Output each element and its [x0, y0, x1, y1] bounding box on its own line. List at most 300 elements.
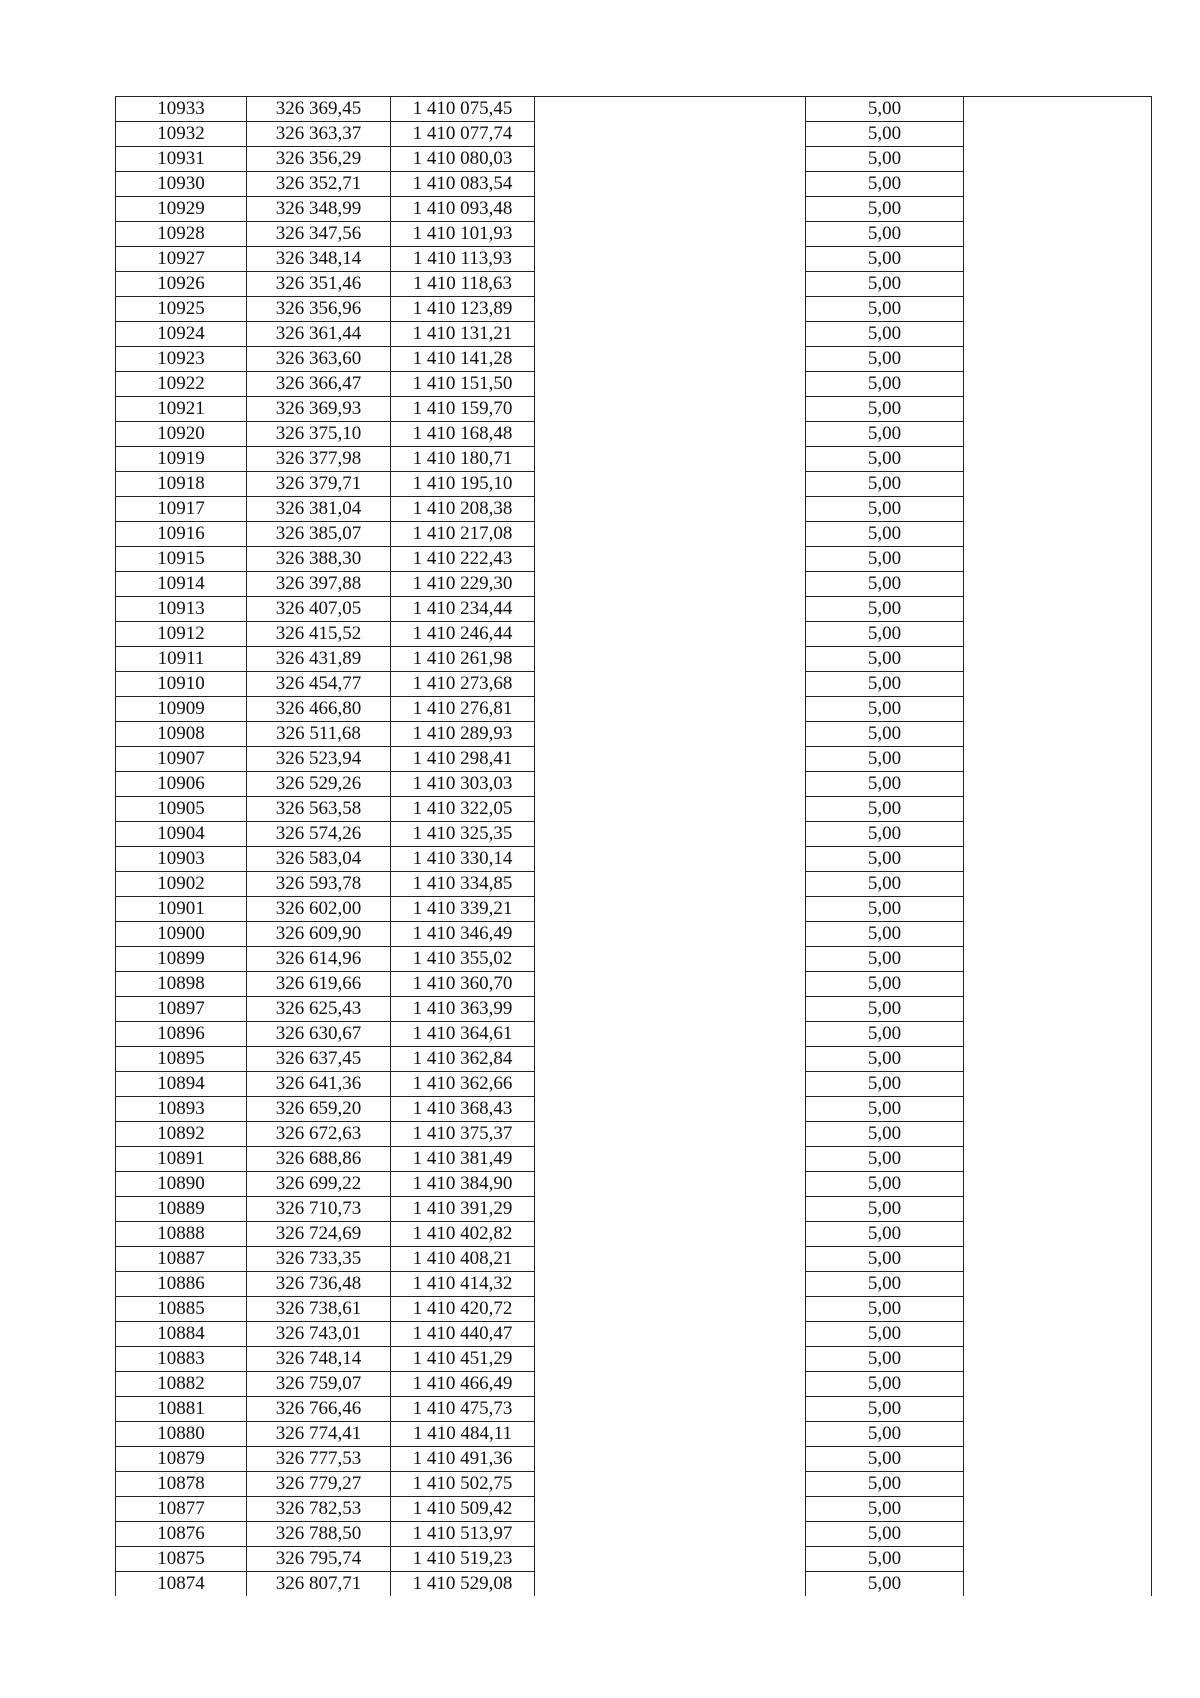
table-row: [116, 172, 1152, 197]
y-coordinate-cell: 1 410 083,54: [391, 172, 535, 197]
point-number-cell: 10883: [116, 1347, 247, 1372]
blank-cell: [535, 547, 806, 572]
x-coordinate-cell: 326 388,30: [247, 547, 391, 572]
y-coordinate-cell: 1 410 339,21: [391, 897, 535, 922]
point-number-cell: 10907: [116, 747, 247, 772]
blank-cell: [535, 97, 806, 122]
y-coordinate-cell: 1 410 276,81: [391, 697, 535, 722]
x-coordinate-cell: 326 363,37: [247, 122, 391, 147]
value-cell: 5,00: [806, 722, 964, 747]
blank-cell: [964, 622, 1152, 647]
blank-cell: [535, 1172, 806, 1197]
point-number-cell: 10898: [116, 972, 247, 997]
x-coordinate-cell: 326 688,86: [247, 1147, 391, 1172]
blank-cell: [535, 397, 806, 422]
x-coordinate-cell: 326 609,90: [247, 922, 391, 947]
table-row: [116, 647, 1152, 672]
x-coordinate-cell: 326 777,53: [247, 1447, 391, 1472]
y-coordinate-cell: 1 410 151,50: [391, 372, 535, 397]
blank-cell: [964, 247, 1152, 272]
blank-cell: [535, 1197, 806, 1222]
blank-cell: [964, 772, 1152, 797]
y-coordinate-cell: 1 410 222,43: [391, 547, 535, 572]
value-cell: 5,00: [806, 497, 964, 522]
blank-cell: [535, 1047, 806, 1072]
point-number-cell: 10925: [116, 297, 247, 322]
point-number-cell: 10911: [116, 647, 247, 672]
blank-cell: [964, 822, 1152, 847]
point-number-cell: 10912: [116, 622, 247, 647]
x-coordinate-cell: 326 774,41: [247, 1422, 391, 1447]
y-coordinate-cell: 1 410 384,90: [391, 1172, 535, 1197]
x-coordinate-cell: 326 529,26: [247, 772, 391, 797]
blank-cell: [964, 797, 1152, 822]
point-number-cell: 10926: [116, 272, 247, 297]
value-cell: 5,00: [806, 1122, 964, 1147]
blank-cell: [535, 447, 806, 472]
y-coordinate-cell: 1 410 131,21: [391, 322, 535, 347]
blank-cell: [535, 897, 806, 922]
table-row: [116, 797, 1152, 822]
value-cell: 5,00: [806, 947, 964, 972]
x-coordinate-cell: 326 385,07: [247, 522, 391, 547]
y-coordinate-cell: 1 410 420,72: [391, 1297, 535, 1322]
blank-cell: [535, 422, 806, 447]
table-row: [116, 672, 1152, 697]
point-number-cell: 10933: [116, 97, 247, 122]
point-number-cell: 10922: [116, 372, 247, 397]
x-coordinate-cell: 326 766,46: [247, 1397, 391, 1422]
table-row: [116, 547, 1152, 572]
table-row: [116, 497, 1152, 522]
x-coordinate-cell: 326 619,66: [247, 972, 391, 997]
point-number-cell: 10881: [116, 1397, 247, 1422]
y-coordinate-cell: 1 410 080,03: [391, 147, 535, 172]
blank-cell: [964, 647, 1152, 672]
blank-cell: [535, 1372, 806, 1397]
x-coordinate-cell: 326 795,74: [247, 1547, 391, 1572]
table-row: [116, 1047, 1152, 1072]
table-row: [116, 1197, 1152, 1222]
value-cell: 5,00: [806, 1572, 964, 1597]
blank-cell: [535, 972, 806, 997]
blank-cell: [964, 122, 1152, 147]
value-cell: 5,00: [806, 322, 964, 347]
point-number-cell: 10904: [116, 822, 247, 847]
value-cell: 5,00: [806, 1322, 964, 1347]
table-row: [116, 1222, 1152, 1247]
x-coordinate-cell: 326 511,68: [247, 722, 391, 747]
point-number-cell: 10894: [116, 1072, 247, 1097]
x-coordinate-cell: 326 807,71: [247, 1572, 391, 1597]
value-cell: 5,00: [806, 1072, 964, 1097]
point-number-cell: 10878: [116, 1472, 247, 1497]
blank-cell: [535, 222, 806, 247]
blank-cell: [964, 947, 1152, 972]
table-row: [116, 1422, 1152, 1447]
blank-cell: [535, 272, 806, 297]
y-coordinate-cell: 1 410 363,99: [391, 997, 535, 1022]
y-coordinate-cell: 1 410 368,43: [391, 1097, 535, 1122]
blank-cell: [535, 672, 806, 697]
blank-cell: [535, 847, 806, 872]
blank-cell: [964, 1272, 1152, 1297]
blank-cell: [535, 597, 806, 622]
table-row: [116, 472, 1152, 497]
coordinates-table: [115, 96, 1152, 1596]
blank-cell: [535, 572, 806, 597]
value-cell: 5,00: [806, 222, 964, 247]
blank-cell: [964, 922, 1152, 947]
y-coordinate-cell: 1 410 475,73: [391, 1397, 535, 1422]
blank-cell: [964, 672, 1152, 697]
blank-cell: [535, 622, 806, 647]
x-coordinate-cell: 326 381,04: [247, 497, 391, 522]
y-coordinate-cell: 1 410 273,68: [391, 672, 535, 697]
value-cell: 5,00: [806, 272, 964, 297]
blank-cell: [964, 697, 1152, 722]
value-cell: 5,00: [806, 1197, 964, 1222]
point-number-cell: 10896: [116, 1022, 247, 1047]
y-coordinate-cell: 1 410 362,66: [391, 1072, 535, 1097]
value-cell: 5,00: [806, 97, 964, 122]
x-coordinate-cell: 326 759,07: [247, 1372, 391, 1397]
y-coordinate-cell: 1 410 261,98: [391, 647, 535, 672]
table-row: [116, 147, 1152, 172]
blank-cell: [535, 1397, 806, 1422]
point-number-cell: 10877: [116, 1497, 247, 1522]
point-number-cell: 10909: [116, 697, 247, 722]
value-cell: 5,00: [806, 147, 964, 172]
table-row: [116, 1472, 1152, 1497]
table-row: [116, 1247, 1152, 1272]
point-number-cell: 10887: [116, 1247, 247, 1272]
y-coordinate-cell: 1 410 322,05: [391, 797, 535, 822]
x-coordinate-cell: 326 630,67: [247, 1022, 391, 1047]
blank-cell: [535, 1547, 806, 1572]
blank-cell: [535, 697, 806, 722]
value-cell: 5,00: [806, 547, 964, 572]
x-coordinate-cell: 326 454,77: [247, 672, 391, 697]
value-cell: 5,00: [806, 797, 964, 822]
value-cell: 5,00: [806, 447, 964, 472]
point-number-cell: 10893: [116, 1097, 247, 1122]
value-cell: 5,00: [806, 847, 964, 872]
x-coordinate-cell: 326 361,44: [247, 322, 391, 347]
table-row: [116, 1497, 1152, 1522]
blank-cell: [535, 1572, 806, 1597]
table-row: [116, 597, 1152, 622]
blank-cell: [964, 547, 1152, 572]
y-coordinate-cell: 1 410 451,29: [391, 1347, 535, 1372]
y-coordinate-cell: 1 410 093,48: [391, 197, 535, 222]
point-number-cell: 10919: [116, 447, 247, 472]
value-cell: 5,00: [806, 1297, 964, 1322]
value-cell: 5,00: [806, 697, 964, 722]
value-cell: 5,00: [806, 922, 964, 947]
x-coordinate-cell: 326 625,43: [247, 997, 391, 1022]
value-cell: 5,00: [806, 622, 964, 647]
blank-cell: [535, 322, 806, 347]
blank-cell: [964, 397, 1152, 422]
table-row: [116, 347, 1152, 372]
point-number-cell: 10924: [116, 322, 247, 347]
y-coordinate-cell: 1 410 364,61: [391, 1022, 535, 1047]
table-row: [116, 422, 1152, 447]
point-number-cell: 10880: [116, 1422, 247, 1447]
table-row: [116, 622, 1152, 647]
blank-cell: [964, 872, 1152, 897]
table-row: [116, 122, 1152, 147]
point-number-cell: 10876: [116, 1522, 247, 1547]
value-cell: 5,00: [806, 647, 964, 672]
value-cell: 5,00: [806, 1222, 964, 1247]
blank-cell: [535, 1072, 806, 1097]
x-coordinate-cell: 326 356,29: [247, 147, 391, 172]
point-number-cell: 10882: [116, 1372, 247, 1397]
table-row: [116, 1522, 1152, 1547]
blank-cell: [964, 1122, 1152, 1147]
table-row: [116, 897, 1152, 922]
y-coordinate-cell: 1 410 491,36: [391, 1447, 535, 1472]
y-coordinate-cell: 1 410 113,93: [391, 247, 535, 272]
y-coordinate-cell: 1 410 346,49: [391, 922, 535, 947]
blank-cell: [535, 247, 806, 272]
y-coordinate-cell: 1 410 391,29: [391, 1197, 535, 1222]
blank-cell: [535, 1147, 806, 1172]
x-coordinate-cell: 326 779,27: [247, 1472, 391, 1497]
y-coordinate-cell: 1 410 168,48: [391, 422, 535, 447]
point-number-cell: 10920: [116, 422, 247, 447]
blank-cell: [535, 1322, 806, 1347]
y-coordinate-cell: 1 410 466,49: [391, 1372, 535, 1397]
blank-cell: [535, 347, 806, 372]
blank-cell: [535, 1472, 806, 1497]
table-row: [116, 1147, 1152, 1172]
x-coordinate-cell: 326 366,47: [247, 372, 391, 397]
x-coordinate-cell: 326 369,93: [247, 397, 391, 422]
x-coordinate-cell: 326 415,52: [247, 622, 391, 647]
table-row: [116, 747, 1152, 772]
point-number-cell: 10915: [116, 547, 247, 572]
table-row: [116, 297, 1152, 322]
value-cell: 5,00: [806, 1472, 964, 1497]
value-cell: 5,00: [806, 1097, 964, 1122]
y-coordinate-cell: 1 410 355,02: [391, 947, 535, 972]
blank-cell: [964, 297, 1152, 322]
blank-cell: [964, 172, 1152, 197]
blank-cell: [964, 1397, 1152, 1422]
blank-cell: [964, 447, 1152, 472]
table-row: [116, 97, 1152, 122]
blank-cell: [964, 147, 1152, 172]
blank-cell: [535, 497, 806, 522]
y-coordinate-cell: 1 410 229,30: [391, 572, 535, 597]
blank-cell: [964, 1347, 1152, 1372]
table-row: [116, 922, 1152, 947]
value-cell: 5,00: [806, 1022, 964, 1047]
y-coordinate-cell: 1 410 408,21: [391, 1247, 535, 1272]
blank-cell: [535, 772, 806, 797]
value-cell: 5,00: [806, 422, 964, 447]
table-row: [116, 522, 1152, 547]
table-row: [116, 247, 1152, 272]
blank-cell: [535, 197, 806, 222]
value-cell: 5,00: [806, 572, 964, 597]
y-coordinate-cell: 1 410 246,44: [391, 622, 535, 647]
y-coordinate-cell: 1 410 118,63: [391, 272, 535, 297]
y-coordinate-cell: 1 410 484,11: [391, 1422, 535, 1447]
value-cell: 5,00: [806, 197, 964, 222]
blank-cell: [964, 422, 1152, 447]
x-coordinate-cell: 326 736,48: [247, 1272, 391, 1297]
value-cell: 5,00: [806, 1372, 964, 1397]
blank-cell: [964, 197, 1152, 222]
y-coordinate-cell: 1 410 513,97: [391, 1522, 535, 1547]
blank-cell: [964, 1547, 1152, 1572]
point-number-cell: 10932: [116, 122, 247, 147]
table-row: [116, 1547, 1152, 1572]
point-number-cell: 10891: [116, 1147, 247, 1172]
x-coordinate-cell: 326 379,71: [247, 472, 391, 497]
point-number-cell: 10900: [116, 922, 247, 947]
point-number-cell: 10908: [116, 722, 247, 747]
table-row: [116, 947, 1152, 972]
blank-cell: [535, 1297, 806, 1322]
blank-cell: [964, 1422, 1152, 1447]
blank-cell: [964, 997, 1152, 1022]
y-coordinate-cell: 1 410 217,08: [391, 522, 535, 547]
blank-cell: [964, 372, 1152, 397]
value-cell: 5,00: [806, 172, 964, 197]
y-coordinate-cell: 1 410 502,75: [391, 1472, 535, 1497]
y-coordinate-cell: 1 410 402,82: [391, 1222, 535, 1247]
blank-cell: [964, 1497, 1152, 1522]
blank-cell: [964, 722, 1152, 747]
blank-cell: [535, 922, 806, 947]
point-number-cell: 10927: [116, 247, 247, 272]
y-coordinate-cell: 1 410 509,42: [391, 1497, 535, 1522]
point-number-cell: 10885: [116, 1297, 247, 1322]
blank-cell: [964, 1172, 1152, 1197]
point-number-cell: 10903: [116, 847, 247, 872]
blank-cell: [535, 722, 806, 747]
x-coordinate-cell: 326 641,36: [247, 1072, 391, 1097]
x-coordinate-cell: 326 348,14: [247, 247, 391, 272]
blank-cell: [535, 1022, 806, 1047]
blank-cell: [964, 747, 1152, 772]
point-number-cell: 10884: [116, 1322, 247, 1347]
value-cell: 5,00: [806, 747, 964, 772]
blank-cell: [964, 1147, 1152, 1172]
blank-cell: [535, 997, 806, 1022]
point-number-cell: 10890: [116, 1172, 247, 1197]
blank-cell: [535, 747, 806, 772]
blank-cell: [535, 472, 806, 497]
x-coordinate-cell: 326 699,22: [247, 1172, 391, 1197]
y-coordinate-cell: 1 410 101,93: [391, 222, 535, 247]
value-cell: 5,00: [806, 1422, 964, 1447]
x-coordinate-cell: 326 788,50: [247, 1522, 391, 1547]
blank-cell: [964, 522, 1152, 547]
x-coordinate-cell: 326 363,60: [247, 347, 391, 372]
value-cell: 5,00: [806, 1047, 964, 1072]
value-cell: 5,00: [806, 972, 964, 997]
y-coordinate-cell: 1 410 381,49: [391, 1147, 535, 1172]
x-coordinate-cell: 326 431,89: [247, 647, 391, 672]
x-coordinate-cell: 326 743,01: [247, 1322, 391, 1347]
point-number-cell: 10923: [116, 347, 247, 372]
y-coordinate-cell: 1 410 289,93: [391, 722, 535, 747]
blank-cell: [964, 1572, 1152, 1597]
blank-cell: [535, 797, 806, 822]
y-coordinate-cell: 1 410 141,28: [391, 347, 535, 372]
point-number-cell: 10914: [116, 572, 247, 597]
value-cell: 5,00: [806, 1547, 964, 1572]
blank-cell: [535, 522, 806, 547]
x-coordinate-cell: 326 614,96: [247, 947, 391, 972]
value-cell: 5,00: [806, 772, 964, 797]
value-cell: 5,00: [806, 872, 964, 897]
blank-cell: [535, 1522, 806, 1547]
x-coordinate-cell: 326 593,78: [247, 872, 391, 897]
point-number-cell: 10874: [116, 1572, 247, 1597]
table-row: [116, 572, 1152, 597]
x-coordinate-cell: 326 348,99: [247, 197, 391, 222]
x-coordinate-cell: 326 659,20: [247, 1097, 391, 1122]
blank-cell: [535, 822, 806, 847]
blank-cell: [535, 147, 806, 172]
blank-cell: [964, 572, 1152, 597]
point-number-cell: 10895: [116, 1047, 247, 1072]
point-number-cell: 10928: [116, 222, 247, 247]
table-row: [116, 372, 1152, 397]
blank-cell: [964, 272, 1152, 297]
blank-cell: [535, 872, 806, 897]
point-number-cell: 10921: [116, 397, 247, 422]
value-cell: 5,00: [806, 122, 964, 147]
x-coordinate-cell: 326 466,80: [247, 697, 391, 722]
y-coordinate-cell: 1 410 298,41: [391, 747, 535, 772]
value-cell: 5,00: [806, 472, 964, 497]
table-row: [116, 972, 1152, 997]
blank-cell: [964, 472, 1152, 497]
blank-cell: [964, 1022, 1152, 1047]
x-coordinate-cell: 326 672,63: [247, 1122, 391, 1147]
value-cell: 5,00: [806, 1247, 964, 1272]
value-cell: 5,00: [806, 1147, 964, 1172]
y-coordinate-cell: 1 410 303,03: [391, 772, 535, 797]
x-coordinate-cell: 326 369,45: [247, 97, 391, 122]
blank-cell: [535, 172, 806, 197]
table-row: [116, 197, 1152, 222]
y-coordinate-cell: 1 410 440,47: [391, 1322, 535, 1347]
blank-cell: [964, 1522, 1152, 1547]
table-row: [116, 772, 1152, 797]
y-coordinate-cell: 1 410 330,14: [391, 847, 535, 872]
y-coordinate-cell: 1 410 195,10: [391, 472, 535, 497]
point-number-cell: 10897: [116, 997, 247, 1022]
table-body: [116, 97, 1152, 1597]
value-cell: 5,00: [806, 1522, 964, 1547]
table-row: [116, 722, 1152, 747]
y-coordinate-cell: 1 410 360,70: [391, 972, 535, 997]
table-row: [116, 272, 1152, 297]
x-coordinate-cell: 326 563,58: [247, 797, 391, 822]
point-number-cell: 10901: [116, 897, 247, 922]
x-coordinate-cell: 326 738,61: [247, 1297, 391, 1322]
value-cell: 5,00: [806, 1397, 964, 1422]
